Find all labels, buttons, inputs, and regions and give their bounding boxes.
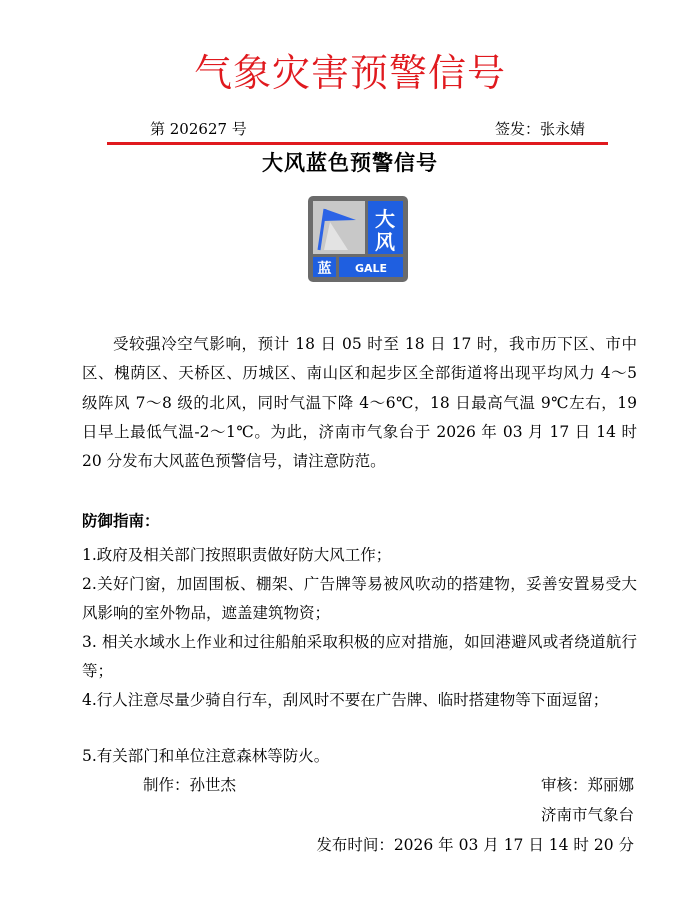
alert-title: 大风蓝色预警信号	[262, 150, 438, 175]
issuing-organization: 济南市气象台	[540, 806, 634, 824]
icon-char-bottom: 风	[375, 230, 395, 254]
document-title: 气象灾害预警信号	[193, 51, 506, 95]
icon-english-label: GALE	[354, 262, 388, 275]
guide-item-4: 4.行人注意尽量少骑自行车，刮风时不要在广告牌、临时搭建物等下面逗留；	[82, 691, 609, 709]
red-divider	[107, 142, 608, 145]
guide-item-2: 2.关好门窗，加固围板、棚架、广告牌等易被风吹动的搭建物，妥善安置易受大风影响的室外物品，遮盖建筑物资；	[82, 575, 637, 623]
alert-body-text: 受较强冷空气影响，预计 18 日 05 时至 18 日 17 时，我市历下区、市中区、槐荫区、天桥区、历城区、南山区和起步区全部街道将出现平均风力 4～5 级阵风 7～8 级的北风，同时气温下降 4～6℃，18 日最高气温 9℃左右，19 日早上最低气温-2～1℃。为此，济南市气象台于 2026 年 03 月 17 日 14 时 20 分发布大风蓝色预警信号，请注意防范。	[82, 335, 637, 471]
guide-item-1: 1.政府及相关部门按照职责做好防大风工作；	[82, 546, 392, 564]
document-signer: 签发：张永婧	[494, 120, 585, 138]
icon-color-char: 蓝	[317, 261, 332, 277]
icon-char-top: 大	[375, 207, 395, 231]
gale-blue-warning-icon	[308, 196, 408, 282]
reviewer-signature: 审核：郑丽娜	[540, 776, 634, 794]
guide-item-5: 5.有关部门和单位注意森林等防火。	[82, 747, 330, 765]
release-time: 发布时间：2026 年 03 月 17 日 14 时 20 分	[316, 836, 634, 854]
document-number: 第 202627 号	[150, 120, 247, 138]
guide-item-3: 3. 相关水域水上作业和过往船舶采取积极的应对措施，如回港避风或者绕道航行等；	[82, 633, 637, 681]
guide-heading: 防御指南：	[82, 511, 160, 530]
maker-signature: 制作：孙世杰	[143, 776, 237, 794]
